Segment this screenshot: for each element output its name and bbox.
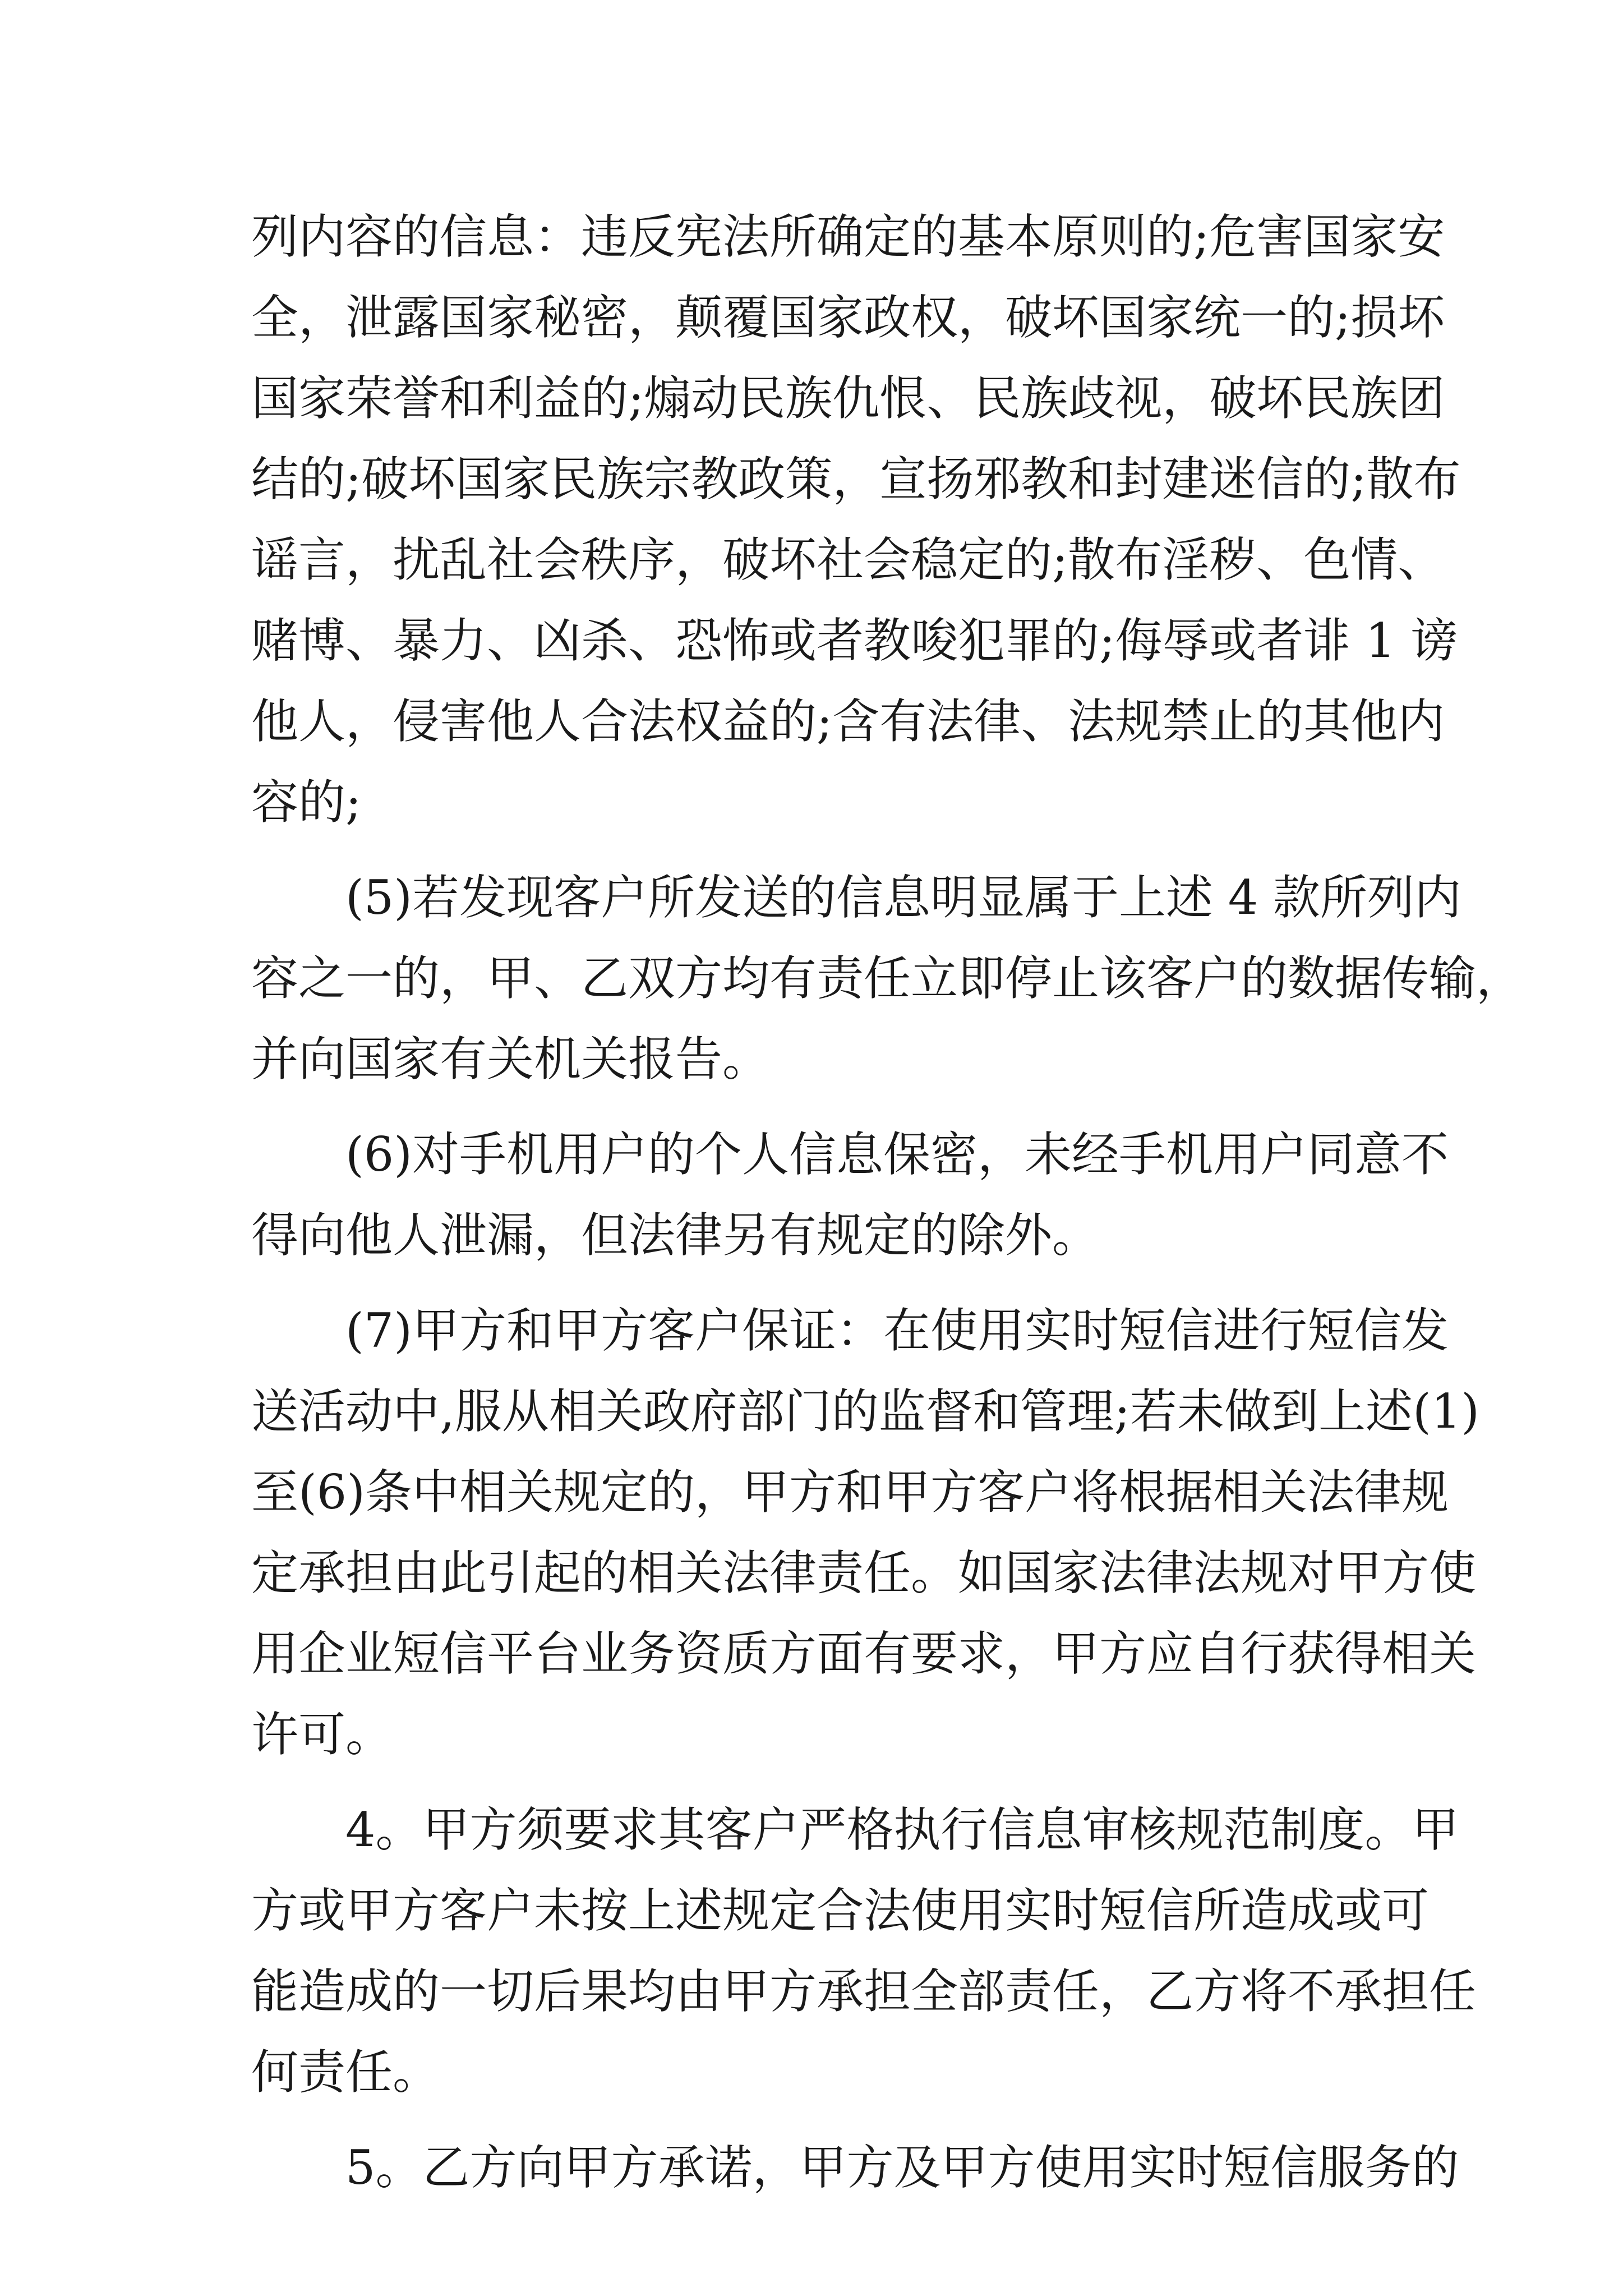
text-line: 定承担由此引起的相关法律责任。如国家法律法规对甲方使 xyxy=(251,1545,1477,1600)
text-line: 4。甲方须要求其客户严格执行信息审核规范制度。甲 xyxy=(345,1802,1459,1857)
paragraph-prohibited-content xyxy=(251,196,1461,843)
text-line: 容之一的，甲、乙双方均有责任立即停止该客户的数据传输， xyxy=(251,951,1524,1006)
text-line: 何责任。 xyxy=(251,2045,440,2100)
text-line: 能造成的一切后果均由甲方承担全部责任，乙方将不承担任 xyxy=(251,1964,1477,2019)
paragraph-item-5 xyxy=(251,2127,1459,2208)
text-line: 至(6)条中相关规定的，甲方和甲方客户将根据相关法律规 xyxy=(251,1465,1449,1520)
paragraph-clause-7 xyxy=(251,1290,1479,1775)
text-line: 全，泄露国家秘密，颠覆国家政权，破坏国家统一的;损坏 xyxy=(251,290,1445,345)
document-body xyxy=(251,196,1524,2223)
text-line: 结的;破坏国家民族宗教政策，宣扬邪教和封建迷信的;散布 xyxy=(251,452,1461,507)
text-line: 谣言，扰乱社会秩序，破坏社会稳定的;散布淫秽、色情、 xyxy=(251,532,1445,587)
text-line: (7)甲方和甲方客户保证：在使用实时短信进行短信发 xyxy=(345,1303,1449,1358)
text-line: 容的; xyxy=(251,775,362,830)
text-line: 送活动中,服从相关政府部门的监督和管理;若未做到上述(1) xyxy=(251,1384,1479,1439)
text-line: 许可。 xyxy=(251,1707,393,1762)
paragraph-item-4 xyxy=(251,1789,1477,2113)
text-line: 用企业短信平台业务资质方面有要求，甲方应自行获得相关 xyxy=(251,1626,1477,1681)
text-line: 赌博、暴力、凶杀、恐怖或者教唆犯罪的;侮辱或者诽 1 谤 xyxy=(251,613,1458,668)
text-line: 列内容的信息：违反宪法所确定的基本原则的;危害国家安 xyxy=(251,209,1445,264)
text-line: 5。乙方向甲方承诺，甲方及甲方使用实时短信服务的 xyxy=(345,2140,1459,2195)
text-line: 得向他人泄漏，但法律另有规定的除外。 xyxy=(251,1208,1100,1263)
text-line: 并向国家有关机关报告。 xyxy=(251,1032,770,1087)
paragraph-clause-6 xyxy=(251,1114,1449,1276)
text-line: 方或甲方客户未按上述规定合法使用实时短信所造成或可 xyxy=(251,1883,1430,1938)
text-line: 他人，侵害他人合法权益的;含有法律、法规禁止的其他内 xyxy=(251,694,1445,749)
text-line: (6)对手机用户的个人信息保密，未经手机用户同意不 xyxy=(345,1127,1449,1182)
text-line: 国家荣誉和利益的;煽动民族仇恨、民族歧视，破坏民族团 xyxy=(251,371,1445,426)
text-line: (5)若发现客户所发送的信息明显属于上述 4 款所列内 xyxy=(345,870,1461,925)
paragraph-clause-5 xyxy=(251,857,1524,1099)
